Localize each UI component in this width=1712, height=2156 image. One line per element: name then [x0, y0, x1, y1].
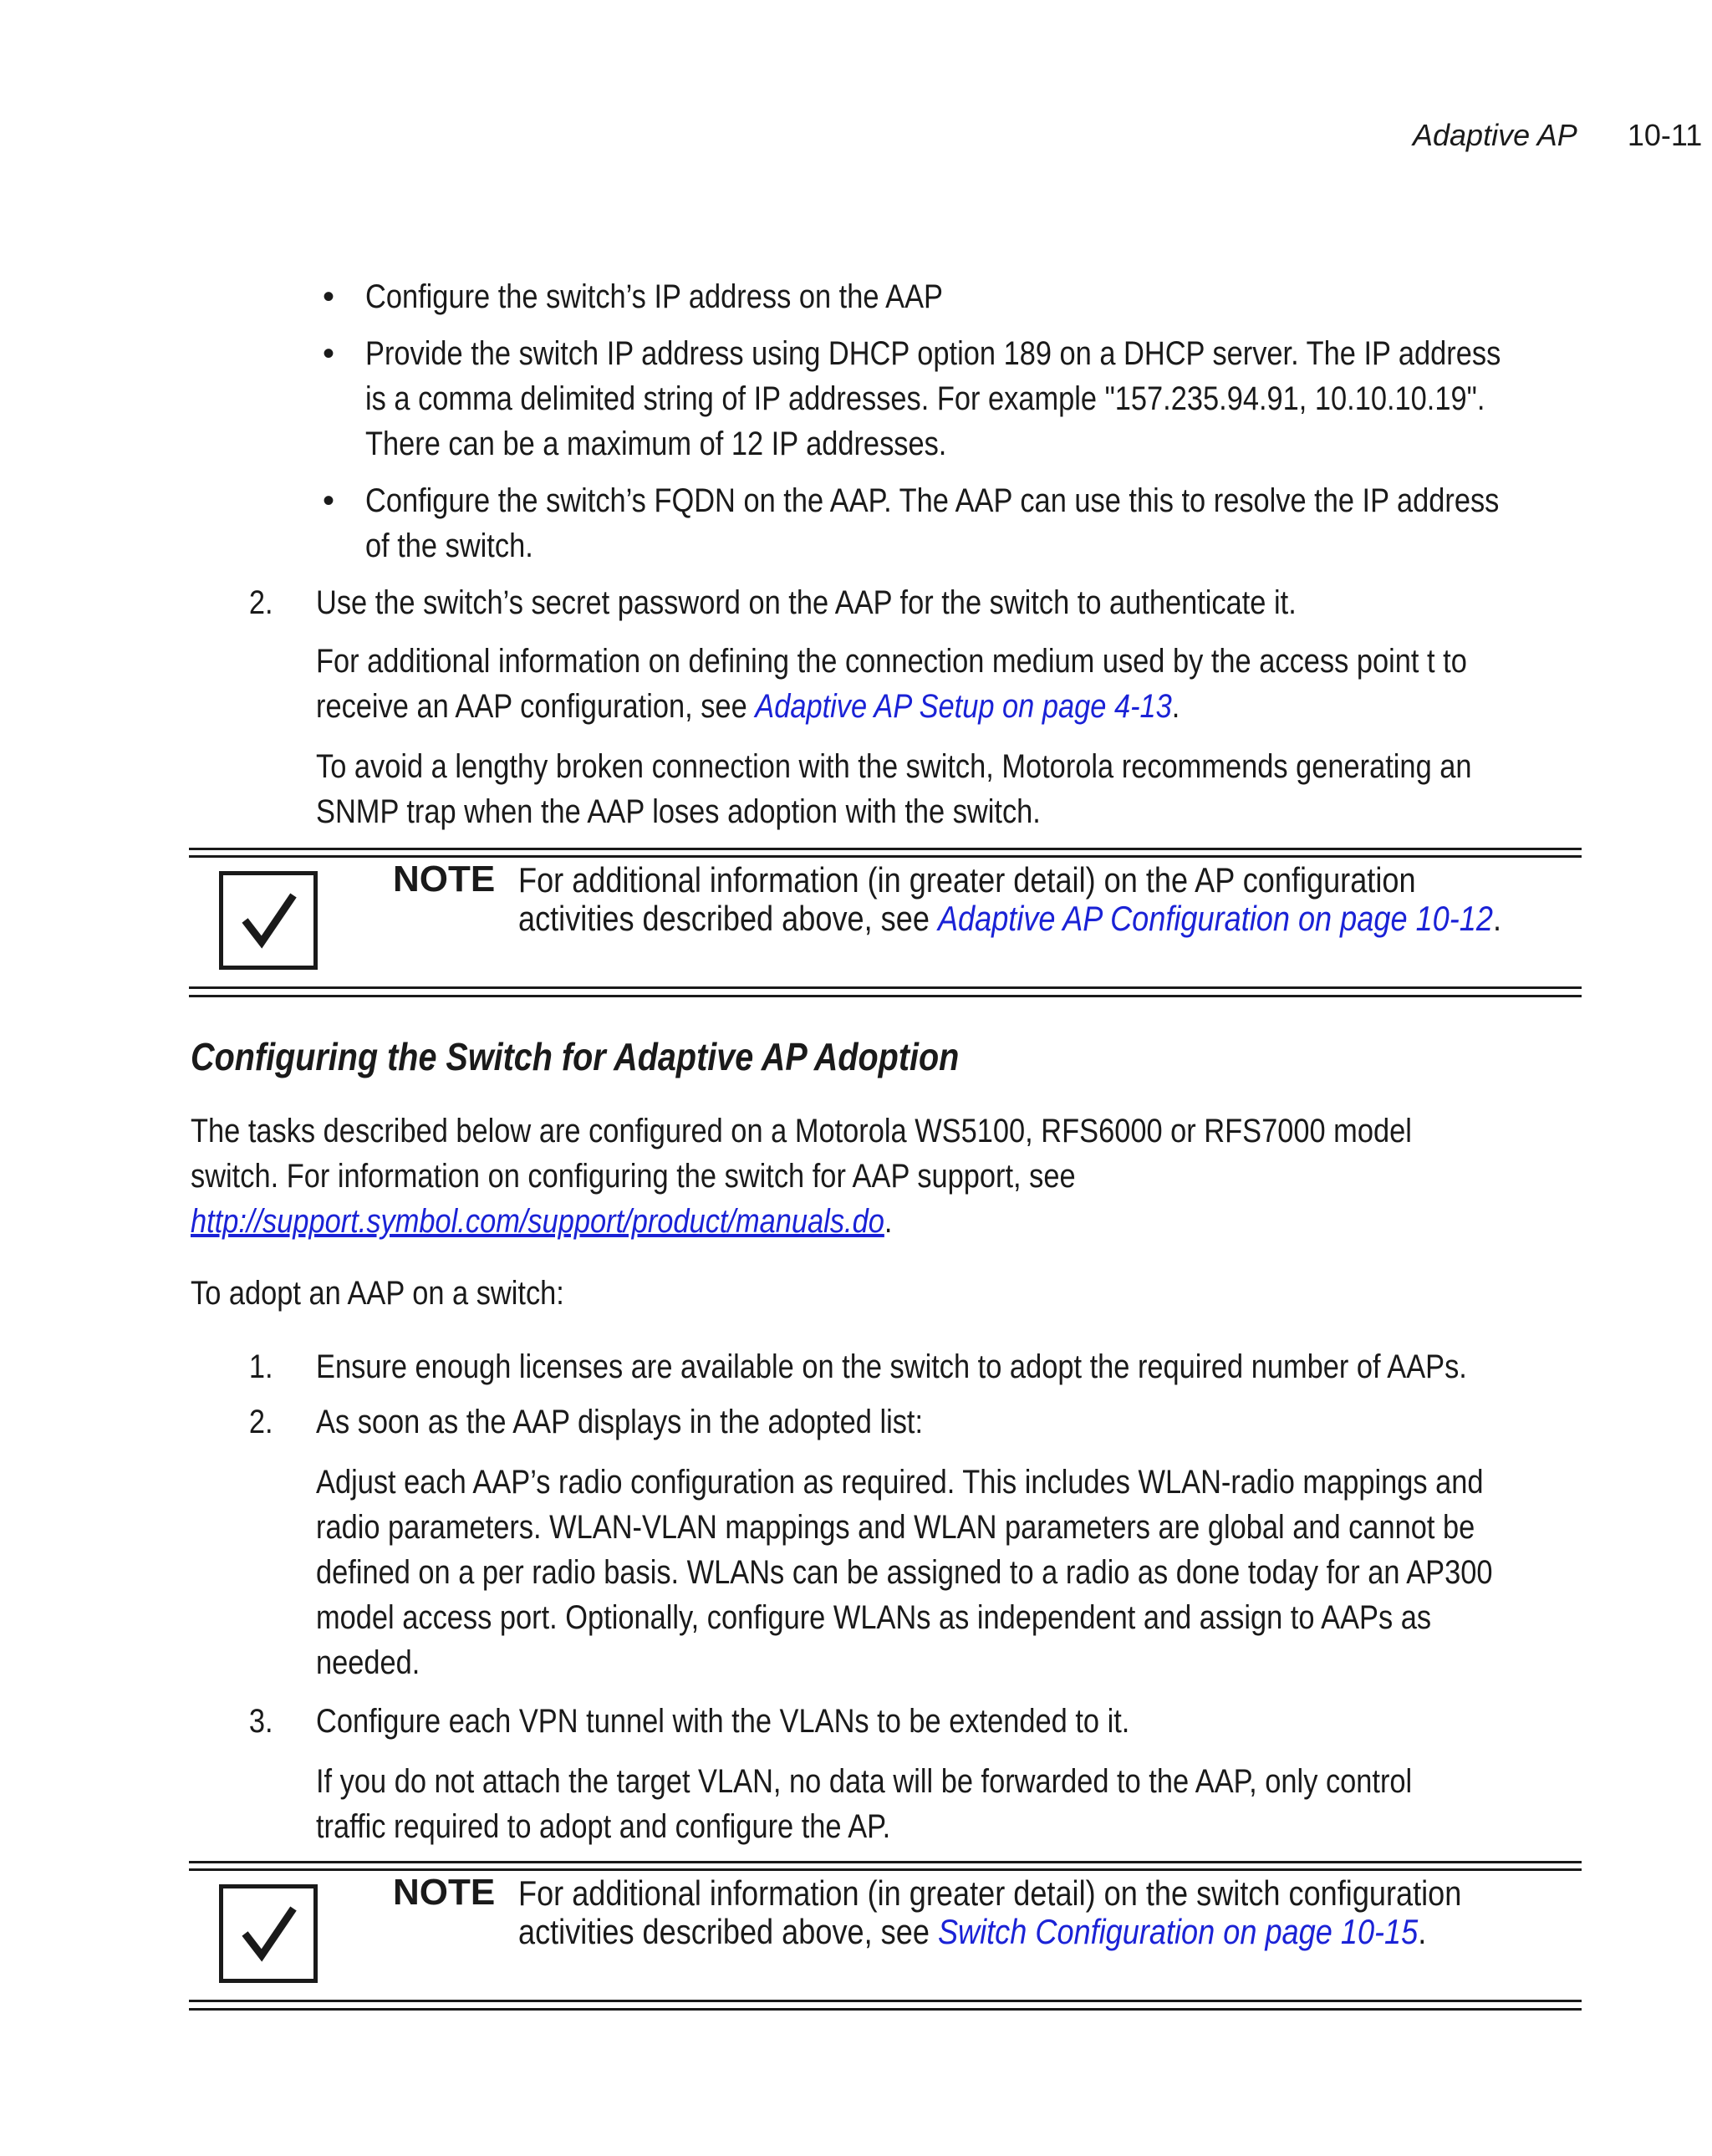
step-detail: model access port. Optionally, configure WLANs as independent and assign to AAPs as	[316, 1599, 1432, 1636]
step-number: 2.	[248, 1404, 273, 1440]
note-text: For additional information (in greater detail) on the AP configuration	[518, 860, 1416, 900]
step-number: 2.	[248, 584, 273, 621]
support-manuals-link[interactable]: http://support.symbol.com/support/product/manuals.do	[191, 1203, 884, 1240]
step-detail: traffic required to adopt and configure the AP.	[316, 1808, 891, 1845]
step-text: Configure each VPN tunnel with the VLANs to be extended to it.	[316, 1703, 1130, 1740]
bullet-text: Configure the switch’s FQDN on the AAP. The AAP can use this to resolve the IP address	[365, 482, 1500, 519]
header-page-number: 10-11	[1627, 118, 1703, 152]
bullet-text: is a comma delimited string of IP addresses. For example "157.235.94.91, 10.10.10.19".	[365, 380, 1485, 417]
step-detail: SNMP trap when the AAP loses adoption with the switch.	[316, 793, 1041, 830]
bullet-text: Provide the switch IP address using DHCP option 189 on a DHCP server. The IP address	[365, 335, 1501, 372]
note-checkmark-icon	[219, 1884, 318, 1983]
bullet-text: of the switch.	[365, 528, 533, 564]
note-label: NOTE	[393, 859, 496, 900]
note-rule	[189, 855, 1582, 858]
punctuation: .	[1171, 688, 1180, 725]
step-text: Use the switch’s secret password on the AAP for the switch to authenticate it.	[316, 584, 1297, 621]
step-detail: To avoid a lengthy broken connection with the switch, Motorola recommends generating an	[316, 748, 1472, 785]
bullet-text: There can be a maximum of 12 IP addresses.	[365, 426, 947, 462]
step-detail: needed.	[316, 1644, 420, 1681]
header-section: Adaptive AP	[1413, 118, 1577, 152]
step-detail: defined on a per radio basis. WLANs can be assigned to a radio as done today for an AP300	[316, 1554, 1493, 1591]
step-detail	[316, 684, 1180, 730]
adopt-intro: To adopt an AAP on a switch:	[191, 1275, 564, 1312]
note-rule	[189, 1861, 1582, 1863]
section-heading: Configuring the Switch for Adaptive AP Adoption	[191, 1035, 960, 1078]
adaptive-ap-configuration-link[interactable]: Adaptive AP Configuration on page 10-12	[937, 899, 1493, 938]
running-header	[1413, 119, 1702, 152]
punctuation: .	[884, 1203, 893, 1240]
step-number: 3.	[248, 1703, 273, 1740]
note-label: NOTE	[393, 1872, 496, 1913]
note-text	[518, 1913, 1426, 1951]
bullet-dot: •	[322, 482, 334, 519]
step-detail-text: receive an AAP configuration, see	[316, 688, 756, 725]
note-text-prefix: activities described above, see	[518, 1912, 938, 1951]
punctuation: .	[1418, 1912, 1427, 1951]
step-detail: Adjust each AAP’s radio configuration as required. This includes WLAN-radio mappings and	[316, 1464, 1484, 1501]
switch-configuration-link[interactable]: Switch Configuration on page 10-15	[937, 1912, 1419, 1951]
punctuation: .	[1492, 899, 1501, 938]
step-text: Ensure enough licenses are available on the switch to adopt the required number of AAPs.	[316, 1348, 1467, 1385]
note-rule	[189, 2008, 1582, 2011]
step-text: As soon as the AAP displays in the adopted list:	[316, 1404, 924, 1440]
step-detail: radio parameters. WLAN-VLAN mappings and WLAN parameters are global and cannot be	[316, 1509, 1475, 1546]
bullet-dot: •	[322, 335, 334, 372]
bullet-dot: •	[322, 278, 334, 315]
note-text-prefix: activities described above, see	[518, 899, 938, 938]
note-rule	[189, 1868, 1582, 1871]
intro-link-line	[191, 1199, 892, 1245]
step-detail: If you do not attach the target VLAN, no data will be forwarded to the AAP, only control	[316, 1763, 1413, 1800]
note-rule	[189, 986, 1582, 989]
bullet-text: Configure the switch’s IP address on the AAP	[365, 278, 943, 315]
step-detail: For additional information on defining the connection medium used by the access point t to	[316, 643, 1467, 680]
adaptive-ap-setup-link[interactable]: Adaptive AP Setup on page 4-13	[755, 688, 1172, 725]
note-rule	[189, 995, 1582, 997]
note-text: For additional information (in greater detail) on the switch configuration	[518, 1873, 1462, 1913]
intro-text: switch. For information on configuring the switch for AAP support, see	[191, 1158, 1076, 1195]
intro-text: The tasks described below are configured on a Motorola WS5100, RFS6000 or RFS7000 model	[191, 1113, 1412, 1149]
step-number: 1.	[248, 1348, 273, 1385]
note-checkmark-icon	[219, 871, 318, 970]
note-rule	[189, 848, 1582, 850]
note-text	[518, 900, 1501, 938]
note-rule	[189, 2000, 1582, 2002]
